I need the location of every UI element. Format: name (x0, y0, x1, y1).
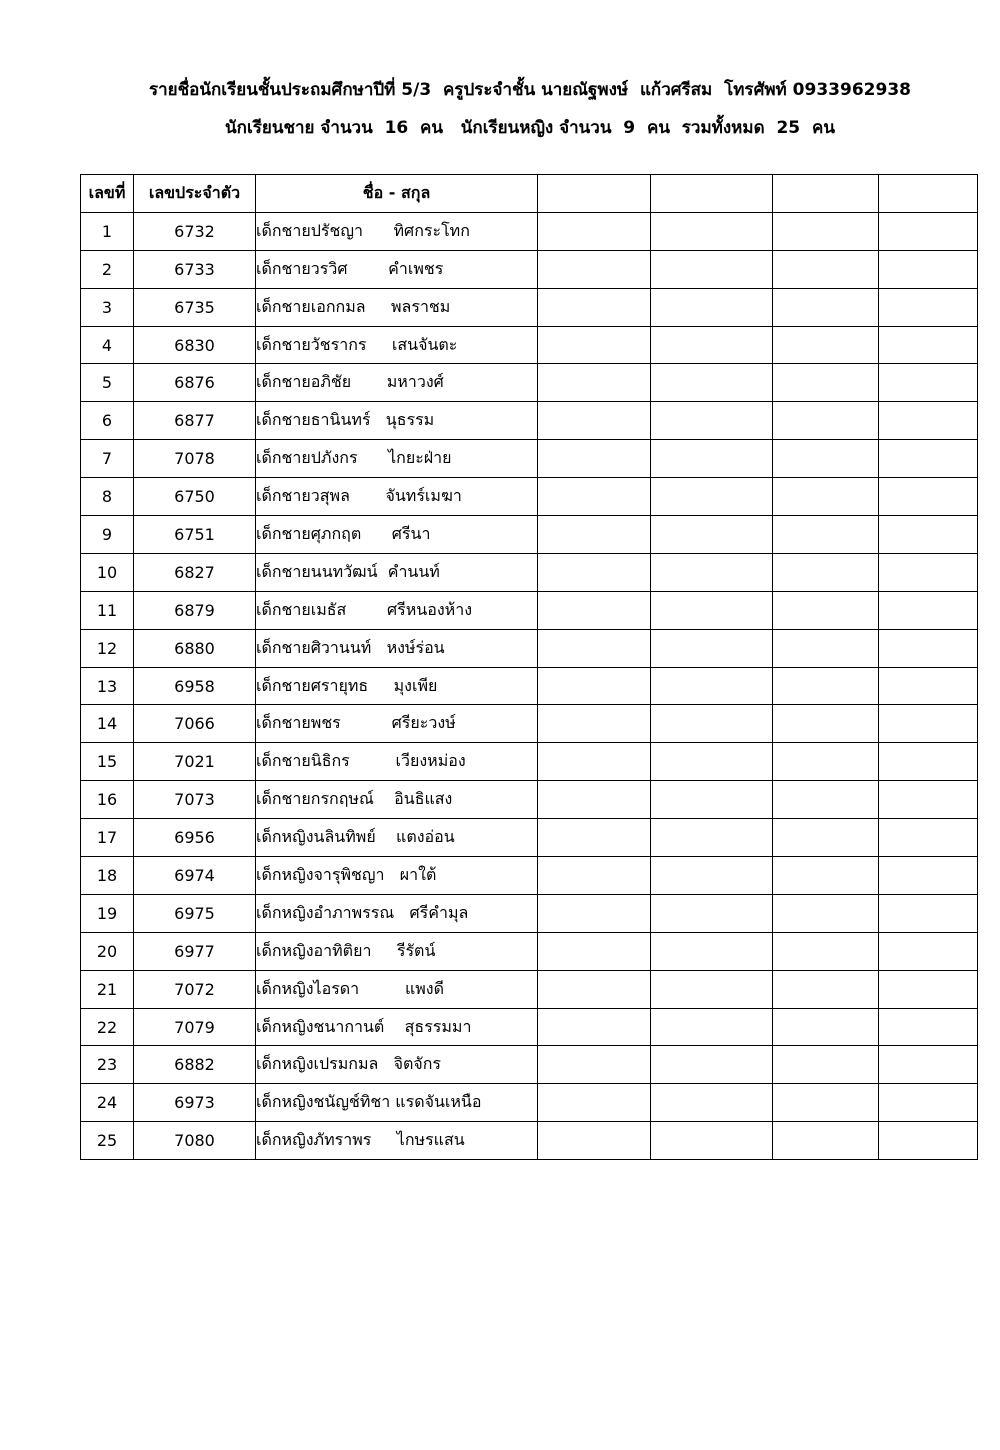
blank-cell (538, 250, 651, 288)
table-row (81, 250, 978, 288)
header-blank-column (538, 175, 651, 213)
blank-cell (538, 819, 651, 857)
blank-cell (879, 553, 978, 591)
student-number-cell: 12 (81, 629, 134, 667)
blank-cell (538, 553, 651, 591)
blank-cell (538, 288, 651, 326)
student-id-cell: 7079 (134, 1008, 256, 1046)
student-number-cell: 2 (81, 250, 134, 288)
student-number-cell: 15 (81, 743, 134, 781)
student-number-cell: 14 (81, 705, 134, 743)
blank-cell (879, 591, 978, 629)
blank-cell (538, 478, 651, 516)
blank-cell (773, 932, 879, 970)
student-name-cell: เด็กชายวสุพล จันทร์เมฆา (256, 478, 538, 516)
student-number-cell: 17 (81, 819, 134, 857)
student-name-cell: เด็กหญิงเปรมกมล จิตจักร (256, 1046, 538, 1084)
header-blank-column (773, 175, 879, 213)
blank-cell (773, 705, 879, 743)
blank-cell (879, 1122, 978, 1160)
blank-cell (538, 212, 651, 250)
blank-cell (773, 667, 879, 705)
table-row (81, 667, 978, 705)
blank-cell (773, 1122, 879, 1160)
blank-cell (879, 1046, 978, 1084)
student-name-cell: เด็กหญิงชนัญช์ทิชา แรดจันเหนือ (256, 1084, 538, 1122)
student-number-cell: 24 (81, 1084, 134, 1122)
blank-cell (538, 402, 651, 440)
blank-cell (538, 743, 651, 781)
blank-cell (651, 667, 773, 705)
header-blank-column (879, 175, 978, 213)
student-id-cell: 7078 (134, 440, 256, 478)
blank-cell (651, 478, 773, 516)
blank-cell (651, 364, 773, 402)
student-id-cell: 7073 (134, 781, 256, 819)
table-row (81, 478, 978, 516)
header-student-id: เลขประจำตัว (134, 175, 256, 213)
student-name-cell: เด็กชายปรัชญา ทิศกระโทก (256, 212, 538, 250)
student-number-cell: 1 (81, 212, 134, 250)
blank-cell (879, 516, 978, 554)
blank-cell (651, 1008, 773, 1046)
blank-cell (879, 743, 978, 781)
blank-cell (773, 1084, 879, 1122)
student-number-cell: 18 (81, 857, 134, 895)
blank-cell (773, 326, 879, 364)
blank-cell (773, 591, 879, 629)
blank-cell (879, 212, 978, 250)
blank-cell (773, 553, 879, 591)
blank-cell (773, 440, 879, 478)
student-number-cell: 10 (81, 553, 134, 591)
student-number-cell: 25 (81, 1122, 134, 1160)
table-row (81, 629, 978, 667)
student-name-cell: เด็กชายอภิชัย มหาวงศ์ (256, 364, 538, 402)
student-id-cell: 6830 (134, 326, 256, 364)
blank-cell (538, 1046, 651, 1084)
student-id-cell: 6882 (134, 1046, 256, 1084)
student-number-cell: 5 (81, 364, 134, 402)
table-row (81, 288, 978, 326)
student-name-cell: เด็กหญิงอำภาพรรณ ศรีคำมุล (256, 894, 538, 932)
blank-cell (538, 629, 651, 667)
table-row (81, 591, 978, 629)
table-row (81, 819, 978, 857)
student-number-cell: 13 (81, 667, 134, 705)
student-name-cell: เด็กชายธานินทร์ นุธรรม (256, 402, 538, 440)
blank-cell (538, 857, 651, 895)
student-id-cell: 6974 (134, 857, 256, 895)
student-name-cell: เด็กชายศิวานนท์ หงษ์ร่อน (256, 629, 538, 667)
header-student-number: เลขที่ (81, 175, 134, 213)
student-name-cell: เด็กหญิงนลินทิพย์ แตงอ่อน (256, 819, 538, 857)
student-name-cell: เด็กชายพชร ศรียะวงษ์ (256, 705, 538, 743)
blank-cell (651, 819, 773, 857)
student-id-cell: 6733 (134, 250, 256, 288)
student-number-cell: 11 (81, 591, 134, 629)
student-name-cell: เด็กหญิงอาทิติยา รีรัตน์ (256, 932, 538, 970)
blank-cell (651, 932, 773, 970)
blank-cell (651, 591, 773, 629)
blank-cell (773, 743, 879, 781)
student-id-cell: 6827 (134, 553, 256, 591)
blank-cell (773, 364, 879, 402)
blank-cell (538, 516, 651, 554)
table-row (81, 516, 978, 554)
blank-cell (773, 894, 879, 932)
student-number-cell: 19 (81, 894, 134, 932)
blank-cell (879, 1084, 978, 1122)
blank-cell (879, 629, 978, 667)
student-number-cell: 6 (81, 402, 134, 440)
student-number-cell: 23 (81, 1046, 134, 1084)
student-id-cell: 6958 (134, 667, 256, 705)
blank-cell (538, 705, 651, 743)
student-number-cell: 4 (81, 326, 134, 364)
table-row (81, 705, 978, 743)
blank-cell (651, 440, 773, 478)
table-row (81, 743, 978, 781)
blank-cell (538, 932, 651, 970)
blank-cell (879, 250, 978, 288)
blank-cell (651, 516, 773, 554)
student-name-cell: เด็กชายปภังกร ไกยะฝ่าย (256, 440, 538, 478)
blank-cell (879, 402, 978, 440)
blank-cell (879, 857, 978, 895)
blank-cell (538, 667, 651, 705)
student-count-summary: นักเรียนชาย จำนวน 16 คน นักเรียนหญิง จำนวน 9 คน รวมทั้งหมด 25 คน (225, 118, 835, 138)
blank-cell (538, 894, 651, 932)
student-name-cell: เด็กหญิงจารุพิชญา ผาใต้ (256, 857, 538, 895)
table-row (81, 1046, 978, 1084)
student-id-cell: 6751 (134, 516, 256, 554)
blank-cell (651, 894, 773, 932)
student-name-cell: เด็กชายศุภกฤต ศรีนา (256, 516, 538, 554)
blank-cell (879, 781, 978, 819)
student-id-cell: 7066 (134, 705, 256, 743)
student-name-cell: เด็กชายเอกกมล พลราชม (256, 288, 538, 326)
student-number-cell: 20 (81, 932, 134, 970)
student-name-cell: เด็กชายวรวิศ คำเพชร (256, 250, 538, 288)
blank-cell (538, 440, 651, 478)
student-name-cell: เด็กหญิงไอรดา แพงดี (256, 970, 538, 1008)
table-row (81, 326, 978, 364)
student-number-cell: 9 (81, 516, 134, 554)
student-id-cell: 7021 (134, 743, 256, 781)
table-row (81, 364, 978, 402)
blank-cell (538, 1008, 651, 1046)
blank-cell (879, 288, 978, 326)
blank-cell (538, 970, 651, 1008)
table-header-row (81, 175, 978, 213)
blank-cell (773, 402, 879, 440)
blank-cell (538, 364, 651, 402)
table-body (81, 212, 978, 1159)
student-id-cell: 6750 (134, 478, 256, 516)
blank-cell (773, 250, 879, 288)
table-row (81, 894, 978, 932)
blank-cell (773, 629, 879, 667)
student-id-cell: 6880 (134, 629, 256, 667)
student-id-cell: 6879 (134, 591, 256, 629)
student-name-cell: เด็กชายนนทวัฒน์ คำนนท์ (256, 553, 538, 591)
page-title: รายชื่อนักเรียนชั้นประถมศึกษาปีที่ 5/3 ครูประจำชั้น นายณัฐพงษ์ แก้วศรีสม โทรศัพท์ 0933962938 (149, 80, 911, 100)
blank-cell (651, 250, 773, 288)
blank-cell (651, 705, 773, 743)
table-row (81, 1008, 978, 1046)
student-name-cell: เด็กหญิงภัทราพร ไกษรแสน (256, 1122, 538, 1160)
student-id-cell: 7072 (134, 970, 256, 1008)
table-row (81, 1122, 978, 1160)
blank-cell (773, 288, 879, 326)
student-number-cell: 22 (81, 1008, 134, 1046)
blank-cell (773, 819, 879, 857)
blank-cell (773, 478, 879, 516)
blank-cell (651, 743, 773, 781)
blank-cell (773, 857, 879, 895)
student-id-cell: 6973 (134, 1084, 256, 1122)
blank-cell (538, 781, 651, 819)
blank-cell (538, 1122, 651, 1160)
blank-cell (651, 326, 773, 364)
blank-cell (651, 857, 773, 895)
blank-cell (773, 212, 879, 250)
blank-cell (651, 970, 773, 1008)
blank-cell (879, 364, 978, 402)
blank-cell (538, 591, 651, 629)
table-row (81, 932, 978, 970)
student-name-cell: เด็กชายนิธิกร เวียงหม่อง (256, 743, 538, 781)
student-name-cell: เด็กชายกรกฤษณ์ อินธิแสง (256, 781, 538, 819)
blank-cell (773, 970, 879, 1008)
header-full-name: ชื่อ - สกุล (256, 175, 538, 213)
blank-cell (879, 1008, 978, 1046)
blank-cell (773, 1008, 879, 1046)
blank-cell (879, 326, 978, 364)
blank-cell (651, 1046, 773, 1084)
blank-cell (773, 1046, 879, 1084)
student-number-cell: 3 (81, 288, 134, 326)
student-id-cell: 6735 (134, 288, 256, 326)
blank-cell (879, 705, 978, 743)
student-name-cell: เด็กชายศรายุทธ มุงเพีย (256, 667, 538, 705)
student-number-cell: 16 (81, 781, 134, 819)
student-number-cell: 7 (81, 440, 134, 478)
blank-cell (538, 326, 651, 364)
student-name-cell: เด็กหญิงชนากานต์ สุธรรมมา (256, 1008, 538, 1046)
blank-cell (879, 478, 978, 516)
student-id-cell: 6956 (134, 819, 256, 857)
table-row (81, 970, 978, 1008)
student-number-cell: 21 (81, 970, 134, 1008)
blank-cell (879, 440, 978, 478)
student-id-cell: 6877 (134, 402, 256, 440)
student-name-cell: เด็กชายเมธัส ศรีหนองห้าง (256, 591, 538, 629)
blank-cell (651, 1084, 773, 1122)
blank-cell (651, 781, 773, 819)
blank-cell (879, 819, 978, 857)
blank-cell (651, 629, 773, 667)
blank-cell (651, 402, 773, 440)
blank-cell (538, 1084, 651, 1122)
table-row (81, 212, 978, 250)
blank-cell (879, 970, 978, 1008)
blank-cell (879, 667, 978, 705)
table-row (81, 781, 978, 819)
student-id-cell: 6876 (134, 364, 256, 402)
blank-cell (879, 932, 978, 970)
table-row (81, 857, 978, 895)
student-id-cell: 7080 (134, 1122, 256, 1160)
table-row (81, 553, 978, 591)
blank-cell (651, 1122, 773, 1160)
student-id-cell: 6975 (134, 894, 256, 932)
table-row (81, 440, 978, 478)
table-row (81, 402, 978, 440)
blank-cell (773, 516, 879, 554)
student-id-cell: 6977 (134, 932, 256, 970)
table-row (81, 1084, 978, 1122)
student-number-cell: 8 (81, 478, 134, 516)
blank-cell (651, 212, 773, 250)
student-name-cell: เด็กชายวัชรากร เสนจันตะ (256, 326, 538, 364)
header-blank-column (651, 175, 773, 213)
blank-cell (879, 894, 978, 932)
student-roster-table (80, 174, 978, 1160)
blank-cell (651, 553, 773, 591)
blank-cell (773, 781, 879, 819)
student-id-cell: 6732 (134, 212, 256, 250)
blank-cell (651, 288, 773, 326)
